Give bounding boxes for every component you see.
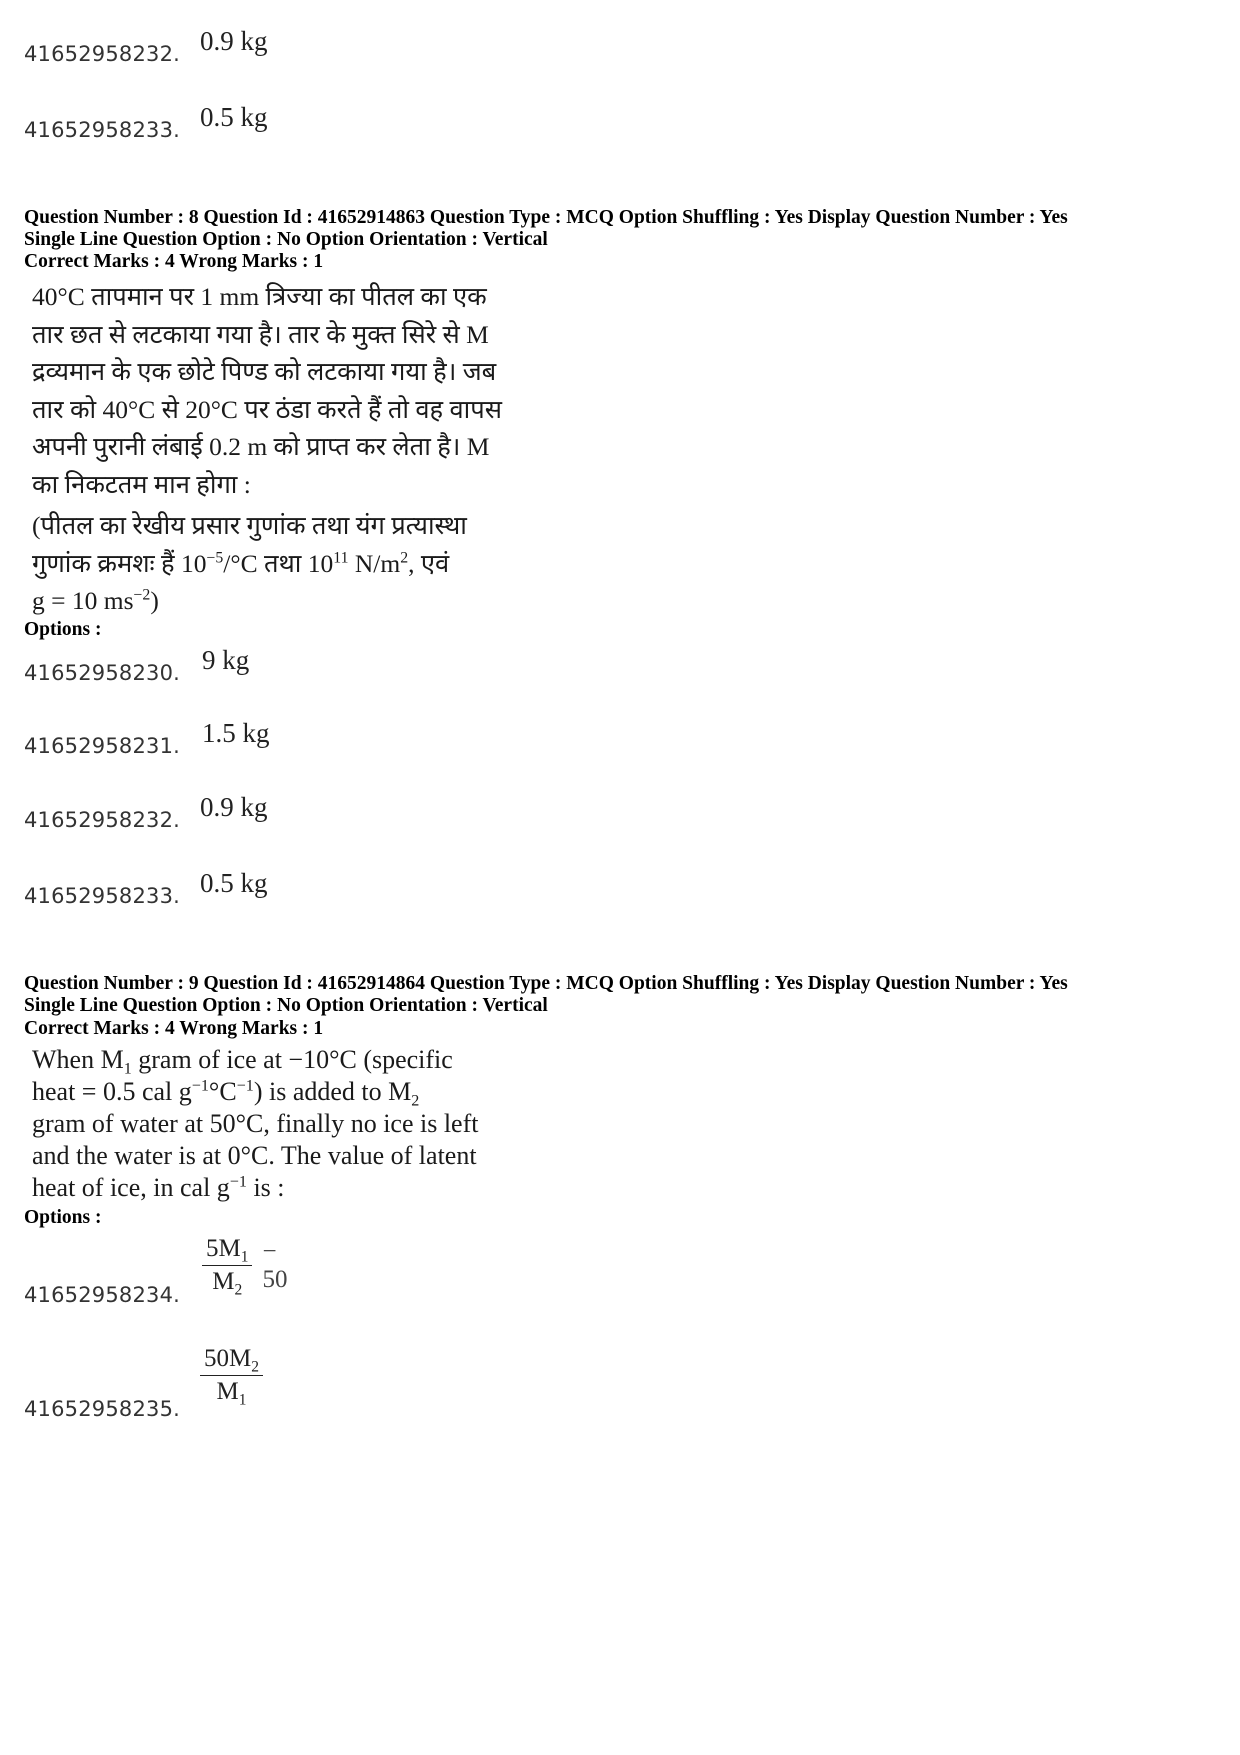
question-text	[32, 278, 552, 620]
question-meta-line1: Question Number : 8 Question Id : 41652914863 Question Type : MCQ Option Shuffling : Yes Display Question Number : Yes	[24, 207, 1068, 228]
question-meta-line2: Single Line Question Option : No Option Orientation : Vertical	[24, 229, 548, 250]
option-text: 0.5 kg	[200, 868, 268, 898]
question-line: तार को 40°C से 20°C पर ठंडा करते हैं तो वह वापस	[32, 394, 502, 424]
question-line: तार छत से लटकाया गया है। तार के मुक्त सिरे से M	[32, 319, 489, 349]
fraction: $\frac{5M_1}{M_2}$	[202, 1235, 252, 1296]
option-formula	[200, 1345, 263, 1409]
question-line: gram of water at 50°C, finally no ice is left	[32, 1109, 479, 1138]
question-marks: Correct Marks : 4 Wrong Marks : 1	[24, 251, 324, 272]
question-text	[32, 1044, 552, 1204]
question-line: (पीतल का रेखीय प्रसार गुणांक तथा यंग प्रत्यास्था	[32, 511, 467, 540]
question-meta-line1: Question Number : 9 Question Id : 41652914864 Question Type : MCQ Option Shuffling : Yes Display Question Number : Yes	[24, 973, 1068, 994]
options-label: Options :	[24, 619, 102, 640]
option-id: 41652958235.	[24, 1397, 181, 1421]
option-text: 0.9 kg	[200, 792, 268, 822]
option-id: 41652958234.	[24, 1283, 181, 1307]
option-formula	[202, 1235, 288, 1299]
question-meta	[24, 973, 1068, 1017]
question-line: 40°C तापमान पर 1 mm त्रिज्या का पीतल का एक	[32, 282, 487, 311]
option-id: 41652958233.	[24, 118, 181, 142]
option-text: 1.5 kg	[202, 718, 270, 748]
question-line: heat = 0.5 cal $g^{-1}^\circ C^{-1}$) is added to $M_2$	[32, 1077, 420, 1110]
option-text: 0.9 kg	[200, 26, 268, 56]
option-text: 0.5 kg	[200, 102, 268, 132]
question-meta	[24, 207, 1068, 251]
options-label: Options :	[24, 1207, 102, 1228]
option-id: 41652958230.	[24, 661, 181, 685]
question-meta-line2: Single Line Question Option : No Option Orientation : Vertical	[24, 995, 548, 1016]
option-id: 41652958232.	[24, 42, 181, 66]
option-id: 41652958233.	[24, 884, 181, 908]
question-marks: Correct Marks : 4 Wrong Marks : 1	[24, 1018, 324, 1039]
question-line: When $M_1$ gram of ice at −10°C (specific	[32, 1045, 453, 1078]
option-id: 41652958231.	[24, 734, 181, 758]
question-line: का निकटतम मान होगा :	[32, 469, 251, 499]
question-line: and the water is at 0°C. The value of latent	[32, 1141, 477, 1170]
question-line: g = 10 $ms^{-2}$)	[32, 586, 159, 615]
option-id: 41652958232.	[24, 808, 181, 832]
option-text: 9 kg	[202, 645, 250, 675]
formula-tail: − 50	[262, 1237, 288, 1293]
question-line: गुणांक क्रमशः हैं $10^{-5}/^\circ C$ तथा $10^{11}$ $N/m^2$, एवं	[32, 548, 450, 578]
fraction: $\frac{50M_2}{M_1}$	[200, 1345, 263, 1406]
question-line: अपनी पुरानी लंबाई 0.2 m को प्राप्त कर लेता है। M	[32, 432, 490, 461]
question-line: heat of ice, in cal $g^{-1}$ is :	[32, 1173, 285, 1202]
question-line: द्रव्यमान के एक छोटे पिण्ड को लटकाया गया है। जब	[32, 357, 497, 386]
